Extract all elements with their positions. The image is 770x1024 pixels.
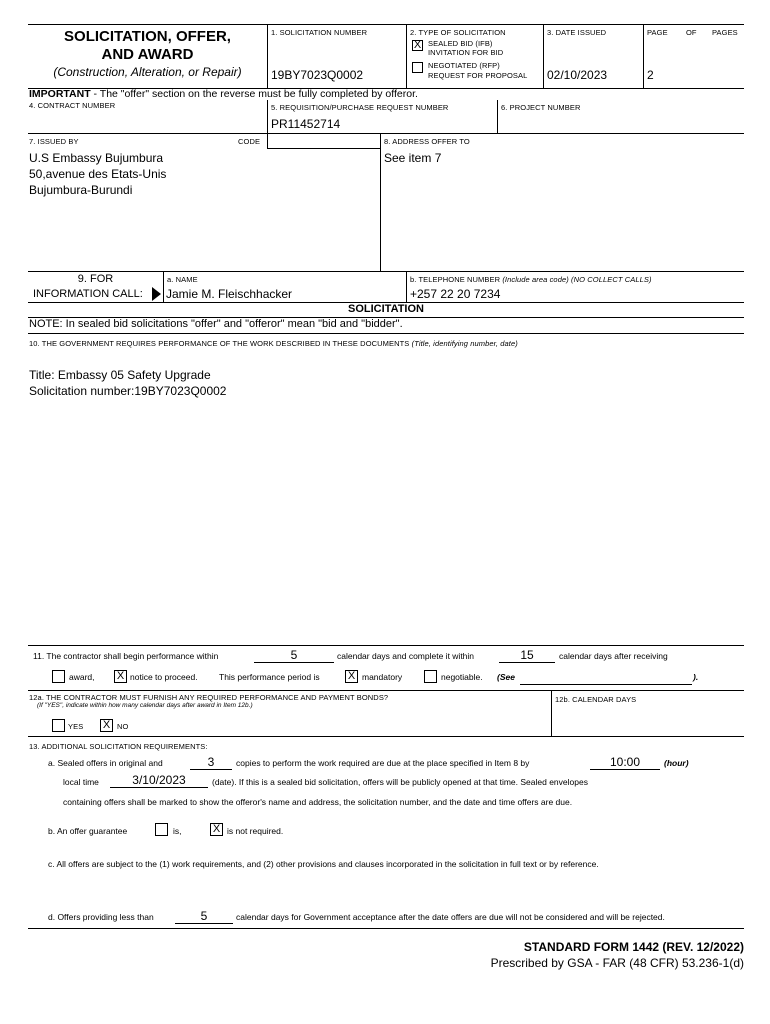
contract-number-label: 4. CONTRACT NUMBER [29, 101, 116, 110]
phone-label [410, 275, 652, 284]
bottom-border [28, 928, 744, 929]
form-number: STANDARD FORM 1442 (REV. 12/2022) [523, 940, 744, 954]
pages-label: PAGES [712, 28, 738, 37]
notice-to-proceed-label: notice to proceed. [130, 672, 198, 682]
divider [551, 690, 552, 736]
issued-by-label: 7. ISSUED BY [29, 137, 79, 146]
item13d-text2: calendar days for Government acceptance after the date offers are due will not be considered and will be rejected. [236, 912, 665, 922]
guarantee-not-required-checkbox[interactable]: X [210, 823, 223, 836]
bonds-no-checkbox[interactable]: X [100, 719, 113, 732]
divider [543, 24, 544, 88]
complete-days-value: 15 [499, 648, 555, 663]
requisition-label: 5. REQUISITION/PURCHASE REQUEST NUMBER [271, 103, 449, 112]
divider [267, 24, 268, 88]
info-call-line1: 9. FOR [77, 273, 114, 285]
divider [28, 645, 744, 646]
acceptance-days-value: 5 [175, 909, 233, 924]
negotiable-checkbox[interactable] [424, 670, 437, 683]
calendar-days-label: 12b. CALENDAR DAYS [555, 695, 637, 704]
rfp-label: REQUEST FOR PROPOSAL [428, 71, 528, 80]
issued-by-line1: U.S Embassy Bujumbura [29, 151, 164, 165]
bonds-sublabel: (If "YES", indicate within how many calendar days after award in Item 12b.) [37, 702, 253, 709]
work-title: Title: Embassy 05 Safety Upgrade [29, 368, 211, 382]
item13a-text4: containing offers shall be marked to show the offeror's name and address, the solicitation number, and the date and time offers are due. [63, 797, 573, 807]
guarantee-is-label: is, [173, 826, 182, 836]
important-text: - The "offer" section on the reverse must be fully completed by offeror. [90, 88, 418, 100]
item13a-text3: (date). If this is a sealed bid solicitation, offers will be publicly opened at that time. Sealed envelopes [212, 777, 588, 787]
of-label: OF [686, 28, 697, 37]
issued-by-line3: Bujumbura-Burundi [29, 183, 133, 197]
important-notice [29, 88, 418, 100]
hour-value: 10:00 [590, 755, 660, 770]
divider [380, 133, 381, 271]
hour-label: (hour) [664, 758, 689, 768]
name-label: a. NAME [167, 275, 198, 284]
divider [163, 271, 164, 302]
notice-to-proceed-checkbox[interactable]: X [114, 670, 127, 683]
prescribed-by: Prescribed by GSA - FAR (48 CFR) 53.236-1(d) [490, 956, 744, 970]
triangle-pointer-icon [152, 287, 161, 301]
see-close: ). [693, 672, 699, 682]
item13d-text1: d. Offers providing less than [48, 912, 154, 922]
date-issued-label: 3. DATE ISSUED [547, 28, 607, 37]
work-description-label-b: (Title, identifying number, date) [411, 339, 518, 348]
bonds-label: 12a. THE CONTRACTOR MUST FURNISH ANY REQUIRED PERFORMANCE AND PAYMENT BONDS? [29, 693, 389, 702]
performance-period-text: This performance period is [219, 672, 320, 682]
issued-by-line2: 50,avenue des Etats-Unis [29, 167, 167, 181]
negotiated-checkbox[interactable] [412, 62, 423, 73]
divider [28, 133, 744, 134]
form-subtitle: (Construction, Alteration, or Repair) [53, 65, 242, 79]
item13a-text2: copies to perform the work required are due at the place specified in Item 8 by [236, 758, 530, 768]
divider [267, 133, 268, 148]
invitation-for-bid-label: INVITATION FOR BID [428, 48, 504, 57]
divider [497, 100, 498, 133]
solicitation-number-label: 1. SOLICITATION NUMBER [271, 28, 368, 37]
see-label: (See [497, 672, 515, 682]
guarantee-is-checkbox[interactable] [155, 823, 168, 836]
item13c-text: c. All offers are subject to the (1) work requirements, and (2) other provisions and clauses incorporated in the solicitation in full text or by reference. [48, 859, 599, 869]
divider [406, 271, 407, 302]
additional-requirements-label: 13. ADDITIONAL SOLICITATION REQUIREMENTS: [29, 742, 208, 751]
form-title: SOLICITATION, OFFER, [64, 28, 231, 45]
award-label: award, [69, 672, 95, 682]
important-bold: IMPORTANT [29, 88, 91, 100]
bonds-yes-checkbox[interactable] [52, 719, 65, 732]
begin-days-value: 5 [254, 648, 334, 663]
divider [28, 736, 744, 737]
address-offer-label: 8. ADDRESS OFFER TO [384, 137, 470, 146]
sealed-bid-label: SEALED BID (IFB) [428, 39, 493, 48]
sealed-bid-note: NOTE: In sealed bid solicitations "offer" and "offeror" mean "bid and "bidder". [29, 318, 403, 330]
date-issued-value: 02/10/2023 [547, 68, 608, 82]
phone-label-a: b. TELEPHONE NUMBER [410, 275, 503, 284]
local-time-label: local time [63, 777, 99, 787]
top-border [28, 24, 744, 25]
divider [267, 148, 380, 149]
guarantee-not-required-label: is not required. [227, 826, 284, 836]
item11-text-c: calendar days after receiving [559, 651, 668, 661]
work-description-label [29, 339, 518, 348]
project-number-label: 6. PROJECT NUMBER [501, 103, 581, 112]
divider [643, 24, 644, 88]
solicitation-number-value: 19BY7023Q0002 [271, 68, 364, 82]
divider [28, 690, 744, 691]
sealed-bid-checkbox[interactable]: X [413, 39, 422, 51]
award-checkbox[interactable] [52, 670, 65, 683]
offer-guarantee-text: b. An offer guarantee [48, 826, 128, 836]
type-of-solicitation-label: 2. TYPE OF SOLICITATION [410, 28, 506, 37]
copies-value: 3 [190, 755, 232, 770]
solicitation-heading: SOLICITATION [348, 303, 424, 315]
address-offer-value: See item 7 [384, 151, 442, 165]
item13a-text1: a. Sealed offers in original and [48, 758, 163, 768]
negotiated-label: NEGOTIATED (RFP) [428, 61, 500, 70]
bonds-no-label: NO [117, 722, 129, 731]
form-title-2: AND AWARD [101, 46, 194, 63]
work-solicitation-number: Solicitation number:19BY7023Q0002 [29, 384, 227, 398]
divider [267, 100, 268, 133]
bonds-yes-label: YES [68, 722, 84, 731]
item11-text-a: 11. The contractor shall begin performance within [33, 651, 219, 661]
requisition-value: PR11452714 [271, 117, 341, 131]
divider [28, 271, 744, 272]
phone-label-b: (Include area code) (NO COLLECT CALLS) [502, 275, 652, 284]
info-call-line2: INFORMATION CALL: [33, 288, 143, 300]
divider [406, 24, 407, 88]
due-date-value: 3/10/2023 [110, 773, 208, 788]
pages-value: 2 [647, 68, 654, 82]
phone-value: +257 22 20 7234 [410, 287, 501, 301]
code-label: CODE [238, 137, 261, 146]
see-reference-line [520, 684, 692, 685]
page-label: PAGE [647, 28, 668, 37]
mandatory-checkbox[interactable]: X [345, 670, 358, 683]
mandatory-label: mandatory [362, 672, 403, 682]
item11-text-b: calendar days and complete it within [337, 651, 475, 661]
work-description-label-a: 10. THE GOVERNMENT REQUIRES PERFORMANCE OF THE WORK DESCRIBED IN THESE DOCUMENTS [29, 339, 412, 348]
divider [28, 333, 744, 334]
negotiable-label: negotiable. [441, 672, 483, 682]
name-value: Jamie M. Fleischhacker [166, 287, 293, 301]
